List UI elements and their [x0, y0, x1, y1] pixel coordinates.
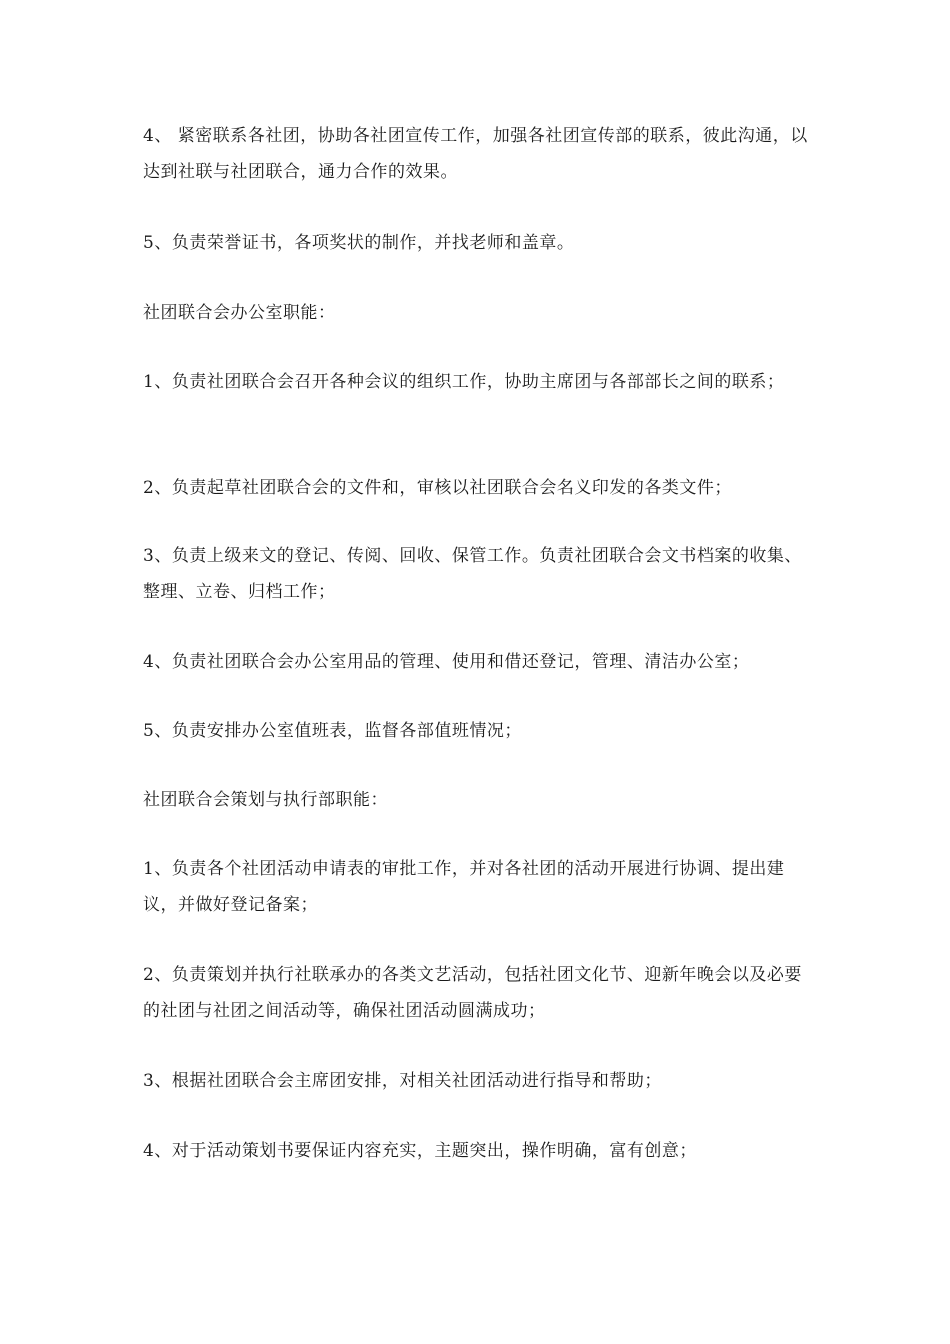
paragraph-planning-item-4: 4、对于活动策划书要保证内容充实，主题突出，操作明确，富有创意；	[143, 1141, 697, 1161]
paragraph-publicity-item-5: 5、负责荣誉证书，各项奖状的制作，并找老师和盖章。	[143, 233, 575, 253]
paragraph-office-item-1: 1、负责社团联合会召开各种会议的组织工作，协助主席团与各部部长之间的联系；	[143, 372, 785, 392]
paragraph-office-item-2: 2、负责起草社团联合会的文件和，审核以社团联合会名义印发的各类文件；	[143, 478, 732, 498]
section-heading-office: 社团联合会办公室职能：	[143, 303, 336, 323]
paragraph-planning-item-3: 3、根据社团联合会主席团安排，对相关社团活动进行指导和帮助；	[143, 1071, 662, 1091]
paragraph-planning-item-2: 2、负责策划并执行社联承办的各类文艺活动，包括社团文化节、迎新年晚会以及必要的社团与社团之间活动等，确保社团活动圆满成功；	[143, 965, 802, 1021]
paragraph-office-item-3: 3、负责上级来文的登记、传阅、回收、保管工作。负责社团联合会文书档案的收集、整理、立卷、归档工作；	[143, 546, 802, 602]
section-heading-planning: 社团联合会策划与执行部职能：	[143, 790, 388, 810]
paragraph-planning-item-1: 1、负责各个社团活动申请表的审批工作，并对各社团的活动开展进行协调、提出建议，并做好登记备案；	[143, 859, 785, 915]
paragraph-office-item-5: 5、负责安排办公室值班表，监督各部值班情况；	[143, 721, 522, 741]
paragraph-publicity-item-4: 4、 紧密联系各社团，协助各社团宣传工作，加强各社团宣传部的联系，彼此沟通，以达到社联与社团联合，通力合作的效果。	[143, 126, 808, 182]
paragraph-office-item-4: 4、负责社团联合会办公室用品的管理、使用和借还登记，管理、清洁办公室；	[143, 652, 750, 672]
